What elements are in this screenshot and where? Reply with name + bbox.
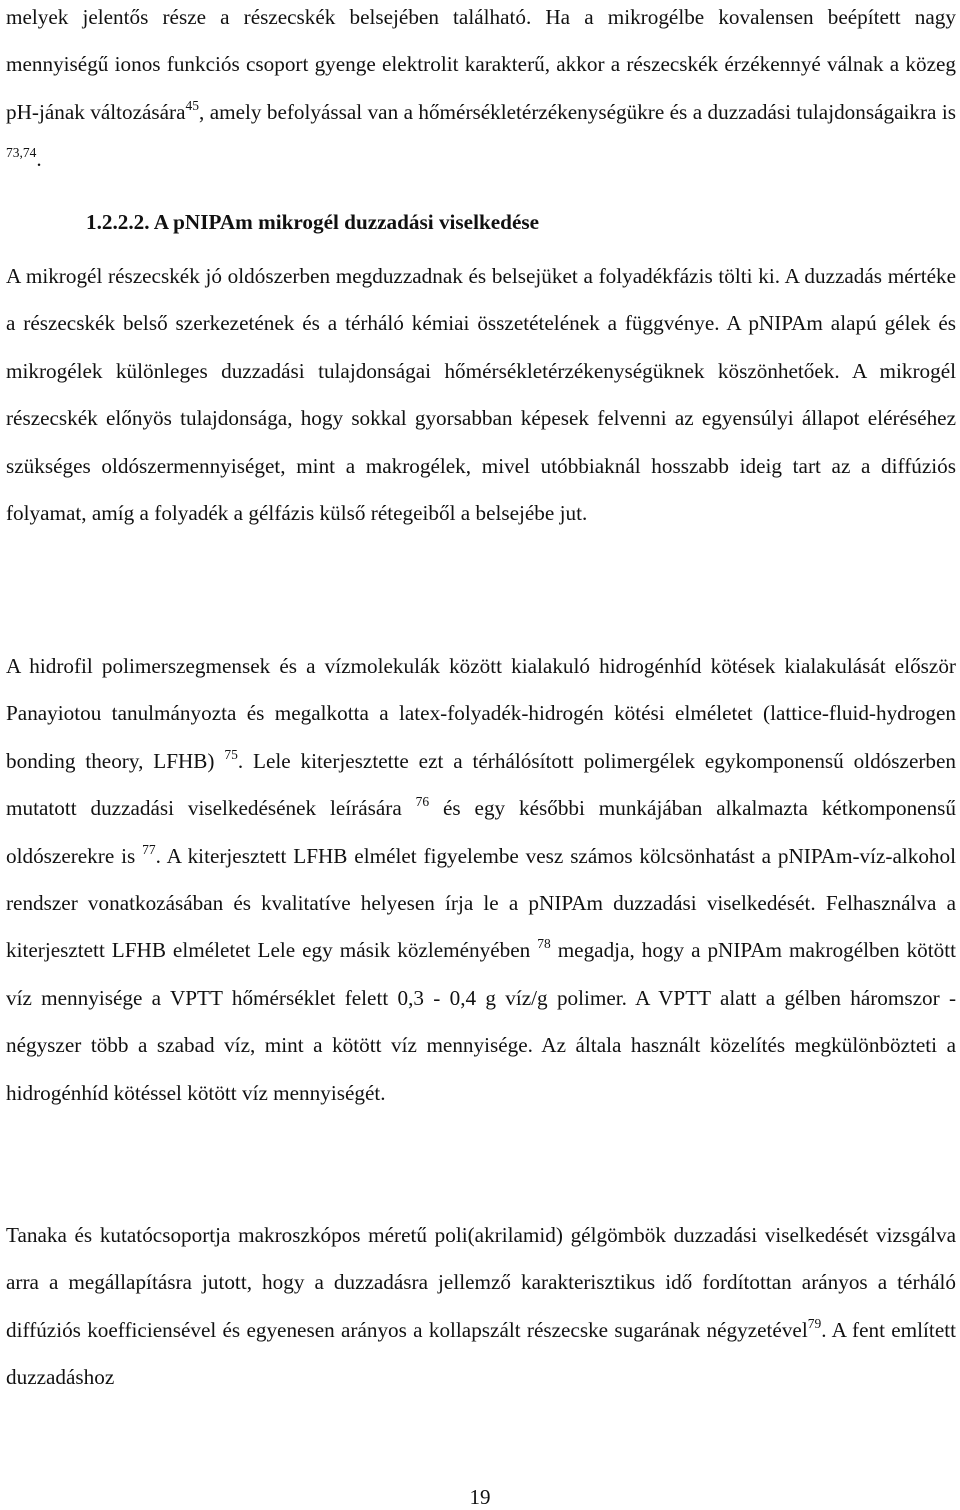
paragraph-text: A mikrogél részecskék jó oldószerben megduzzadnak és belsejüket a folyadékfázis tölti ki. A duzzadás mértéke a részecskék belső szerkezetének és a térháló kémiai összetételének a függvénye. A pNIPAm alapú gélek és mikrogélek különleges duzzadási tulajdonságai hőmérsékletérzékenységüknek köszönhetőek. A mikrogél részecskék előnyös tulajdonsága, hogy sokkal gyorsabban képesek felvenni az egyensúlyi állapot eléréséhez szükséges oldószermennyiséget, mint a makrogélek, mivel utóbbiaknál hosszabb ideig tart az a diffúziós folyamat, amíg a folyadék a gélfázis külső rétegeiből a belsejébe jut. [6,264,956,526]
paragraph-text: . A kiterjesztett LFHB elmélet figyelembe vesz számos kölcsönhatást a pNIPAm-víz-alkohol rendszer vonatkozásában és kvalitatíve helyesen írja le a pNIPAm duzzadási viselkedését. Felhasználva a kiterjesztett LFHB elméletet Lele egy másik közleményében [6,843,957,963]
paragraph-text: . A fent említett duzzadáshoz [6,1317,956,1390]
paragraph-tanaka [6,1212,956,1402]
citation-ref: 73,74 [6,145,37,161]
paragraph-text: melyek jelentős része a részecskék belsejében található. Ha a mikrogélbe kovalensen beépített nagy mennyiségű ionos funkciós csoport gyenge elektrolit karakterű, akkor a részecskék érzékennyé válnak a közeg pH-jának változására [6,5,956,124]
citation-ref: 45 [185,97,200,113]
paragraph-text: . Lele kiterjesztette ezt a térhálósított polimergélek egykomponensű oldószerben mutatott duzzadási viselkedésének leírására [6,748,957,821]
paragraph-lfhb-theory [6,643,956,1117]
citation-ref: 78 [537,936,551,952]
citation-ref: 75 [224,746,238,762]
citation-ref: 79 [807,1315,822,1331]
paragraph-text: A hidrofil polimerszegmensek és a vízmolekulák között kialakuló hidrogénhíd kötések kialakulását először Panayiotou tanulmányozta és megalkotta a latex-folyadék-hidrogén kötési elméletet (lattice-fluid-hydrogen bonding theory, LFHB) [6,654,956,773]
paragraph-text: Tanaka és kutatócsoportja makroszkópos méretű poli(akrilamid) gélgömbök duzzadási viselkedését vizsgálva arra a megállapításra jutott, hogy a duzzadásra jellemző karakterisztikus idő fordítottan arányos a térháló diffúziós koefficiensével és egyenesen arányos a kollapszált részecske sugarának négyzetével [6,1223,956,1342]
page-number: 19 [469,1485,491,1509]
citation-ref: 76 [415,794,430,810]
paragraph-text: és egy későbbi munkájában alkalmazta kétkomponensű oldószerekre is [6,796,956,868]
paragraph-ph-sensitivity [6,0,956,184]
citation-ref: 77 [142,841,156,857]
paragraph-text: megadja, hogy a pNIPAm makrogélben kötött víz mennyisége a VPTT hőmérséklet felett 0,3 - 0,4 g víz/g polimer. A VPTT alatt a gélben háromszor - négyszer több a szabad víz, mint a kötött víz mennyisége. Az általa használt közelítés megkülönbözteti a hidrogénhíd kötéssel kötött víz mennyiségét. [6,938,957,1105]
paragraph-swelling-behavior [6,253,956,537]
paragraph-text: , amely befolyással van a hőmérsékletérzékenységükre és a duzzadási tulajdonságaikra is [199,99,956,124]
section-heading: 1.2.2.2. A pNIPAm mikrogél duzzadási viselkedése [86,210,539,234]
paragraph-text: . [36,147,42,172]
